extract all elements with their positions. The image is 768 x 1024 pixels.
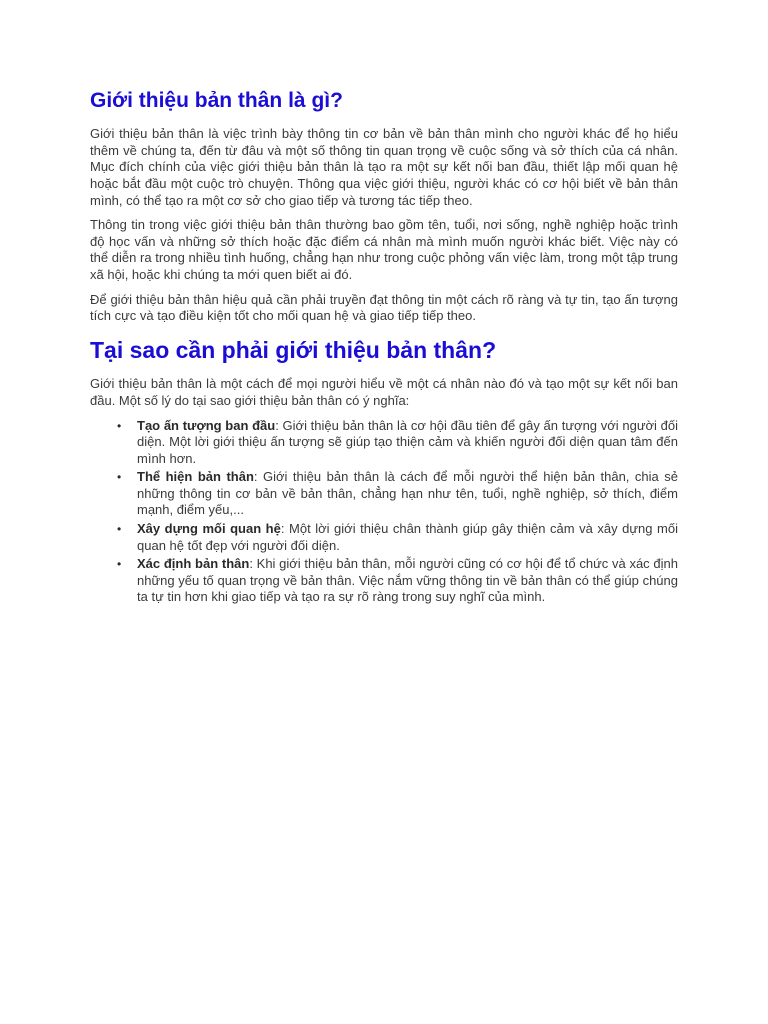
paragraph-definition: Giới thiệu bản thân là việc trình bày thông tin cơ bản về bản thân mình cho người khác để họ hiểu thêm về chúng ta, đến từ đâu và một số thông tin quan trọng về cuộc sống và sở thích của cá nhân. Mục đích chính của việc giới thiệu bản thân là tạo ra một sự kết nối ban đầu, thiết lập mối quan hệ hoặc bắt đầu một cuộc trò chuyện. Thông qua việc giới thiệu, người khác có cơ hội biết về bản thân mình, có thể tạo ra một cơ sở cho giao tiếp và tương tác tiếp theo. bbox=[90, 126, 678, 208]
paragraph-information-content: Thông tin trong việc giới thiệu bản thân thường bao gồm tên, tuổi, nơi sống, nghề nghiệp hoặc trình độ học vấn và những sở thích hoặc đặc điểm cá nhân mà mình muốn người khác biết. Việc này có thể diễn ra trong nhiều tình huống, chẳng hạn như trong cuộc phỏng vấn việc làm, trong một tập trung xã hội, hoặc khi chúng ta mới quen biết ai đó. bbox=[90, 217, 678, 282]
reasons-list bbox=[90, 418, 678, 607]
paragraph-effective-introduction: Để giới thiệu bản thân hiệu quả cần phải truyền đạt thông tin một cách rõ ràng và tự tin, tạo ấn tượng tích cực và tạo điều kiện tốt cho mối quan hệ và giao tiếp tiếp theo. bbox=[90, 291, 678, 324]
list-item bbox=[117, 521, 678, 554]
bullet-icon: • bbox=[117, 522, 122, 537]
list-item-title: Xác định bản thân bbox=[137, 556, 250, 572]
heading-what-is-self-introduction: Giới thiệu bản thân là gì? bbox=[90, 89, 343, 112]
list-item bbox=[117, 469, 678, 519]
heading-why-introduce-yourself: Tại sao cần phải giới thiệu bản thân? bbox=[90, 336, 497, 363]
list-item bbox=[117, 417, 678, 468]
paragraph-reasons-intro: Giới thiệu bản thân là một cách để mọi người hiểu về một cá nhân nào đó và tạo một sự kết nối ban đầu. Một số lý do tại sao giới thiệu bản thân có ý nghĩa: bbox=[90, 376, 678, 408]
bullet-icon: • bbox=[117, 418, 122, 433]
list-item-text: : Giới thiệu bản thân là cơ hội đầu tiên để gây ấn tượng với người đối diện. Một lời giới thiệu ấn tượng sẽ giúp tạo thiện cảm và khiến người đối diện quan tâm đến mình hơn. bbox=[137, 417, 678, 466]
list-item-title: Tạo ấn tượng ban đầu bbox=[137, 417, 276, 433]
bullet-icon: • bbox=[117, 470, 122, 485]
list-item-text: : Một lời giới thiệu chân thành giúp gây thiện cảm và xây dựng mối quan hệ tốt đẹp với người đối diện. bbox=[137, 521, 678, 553]
document-page bbox=[90, 88, 678, 608]
list-item-text: : Khi giới thiệu bản thân, mỗi người cũng có cơ hội để tổ chức và xác định những yếu tố quan trọng về bản thân. Việc nắm vững thông tin về bản thân có thể giúp chúng ta tự tin hơn khi giao tiếp và tạo ra sự rõ ràng trong suy nghĩ của mình. bbox=[137, 556, 678, 605]
bullet-icon: • bbox=[117, 557, 122, 572]
list-item-title: Xây dựng mối quan hệ bbox=[137, 521, 281, 537]
list-item-text: : Giới thiệu bản thân là cách để mỗi người thể hiện bản thân, chia sẻ những thông tin cơ bản về bản thân, chẳng hạn như tên, tuổi, nghề nghiệp, sở thích, điểm mạnh, điểm yếu,... bbox=[137, 469, 678, 518]
list-item bbox=[117, 556, 678, 606]
list-item-title: Thể hiện bản thân bbox=[137, 469, 254, 485]
